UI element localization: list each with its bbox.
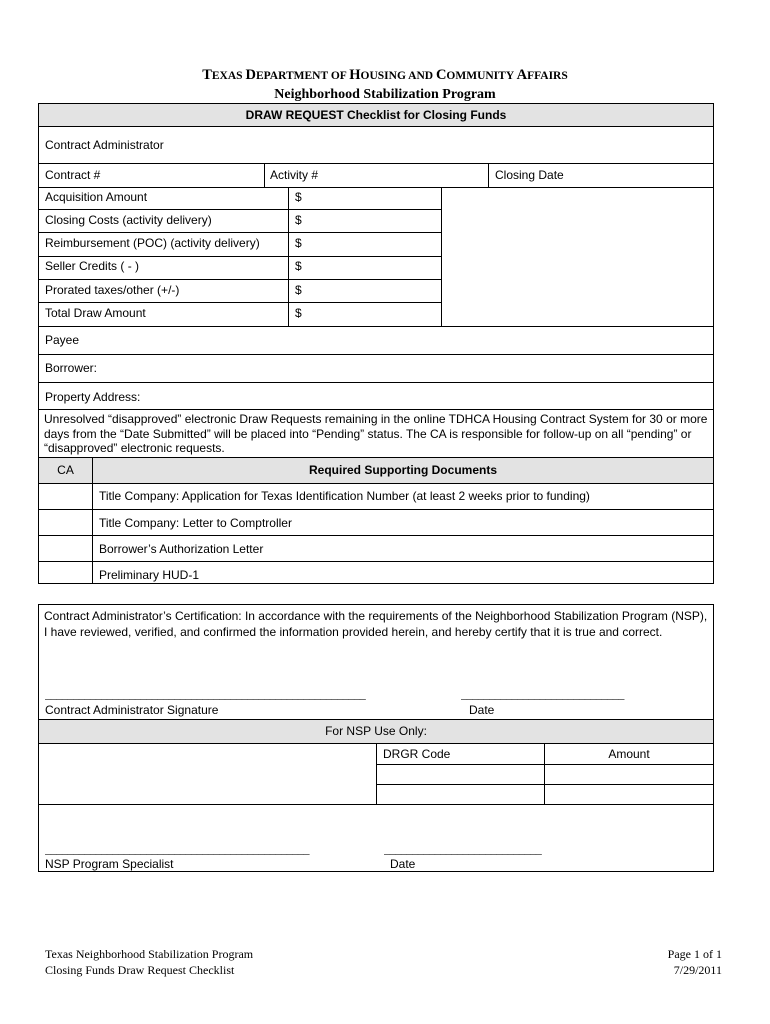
ca-date-line[interactable]: _____________________________ (461, 690, 624, 700)
amount-header: Amount (608, 747, 650, 761)
activity-number-field[interactable]: Activity # (270, 168, 319, 182)
amount-input-1[interactable] (546, 766, 712, 783)
ca-checkbox-4[interactable] (40, 563, 90, 583)
doc-item-borrower-authorization: Borrower’s Authorization Letter (99, 542, 264, 556)
total-draw-label: Total Draw Amount (45, 306, 146, 320)
reimbursement-input[interactable]: $ (295, 236, 302, 250)
closing-costs-label: Closing Costs (activity delivery) (45, 213, 212, 227)
amount-input-2[interactable] (546, 786, 712, 803)
nsp-use-only-header: For NSP Use Only: (325, 724, 427, 738)
agency-title: TEXAS DEPARTMENT OF HOUSING AND COMMUNITY AFFAIRS (202, 67, 568, 83)
contract-administrator-field[interactable]: Contract Administrator (45, 138, 164, 152)
doc-item-comptroller-letter: Title Company: Letter to Comptroller (99, 516, 292, 530)
reimbursement-label: Reimbursement (POC) (activity delivery) (45, 236, 260, 250)
main-form (38, 103, 714, 584)
ca-checkbox-3[interactable] (40, 537, 90, 559)
property-address-field[interactable]: Property Address: (45, 390, 141, 404)
drgr-code-input-2[interactable] (378, 786, 542, 803)
closing-date-field[interactable]: Closing Date (495, 168, 564, 182)
nsp-date-line[interactable]: ____________________________ (384, 845, 542, 855)
drgr-code-header: DRGR Code (383, 747, 451, 761)
form-title: DRAW REQUEST Checklist for Closing Funds (245, 108, 507, 122)
docs-column-header: Required Supporting Documents (308, 463, 497, 477)
nsp-specialist-signature-line[interactable]: _______________________________________________ (45, 845, 310, 855)
total-draw-input[interactable]: $ (295, 306, 302, 320)
ca-signature-line[interactable]: _________________________________________________________ (45, 690, 366, 700)
ca-checkbox-1[interactable] (40, 485, 90, 507)
acquisition-amount-input[interactable]: $ (295, 190, 302, 204)
seller-credits-label: Seller Credits ( - ) (45, 259, 140, 273)
acquisition-amount-label: Acquisition Amount (45, 190, 148, 204)
certification-text: Contract Administrator’s Certification: In accordance with the requirements of the Neighborhood Stabilization Program (NSP), I have reviewed, verified, and confirmed the information provided herein, and hereby certify that it is true and correct. (44, 609, 708, 639)
prorated-taxes-input[interactable]: $ (295, 283, 302, 297)
footer-date: 7/29/2011 (673, 963, 722, 977)
footer-page-number: Page 1 of 1 (667, 947, 722, 961)
ca-column-header: CA (57, 463, 74, 477)
closing-costs-input[interactable]: $ (295, 213, 302, 227)
doc-item-preliminary-hud: Preliminary HUD-1 (99, 568, 200, 582)
doc-item-application: Title Company: Application for Texas Identification Number (at least 2 weeks prior to funding) (99, 489, 590, 503)
drgr-code-input-1[interactable] (378, 766, 542, 783)
footer-checklist: Closing Funds Draw Request Checklist (45, 963, 235, 977)
contract-number-field[interactable]: Contract # (45, 168, 101, 182)
payee-field[interactable]: Payee (45, 333, 80, 347)
seller-credits-input[interactable]: $ (295, 259, 302, 273)
ca-date-label: Date (469, 703, 495, 717)
disapproved-notice: Unresolved “disapproved” electronic Draw Requests remaining in the online TDHCA Housing Contract System for 30 or more days from the “Date Submitted” will be placed into “Pending” status. The CA is responsible for follow-up on all “pending” or “disapproved” electronic requests. (44, 412, 708, 455)
borrower-field[interactable]: Borrower: (45, 361, 98, 375)
prorated-taxes-label: Prorated taxes/other (+/-) (45, 283, 180, 297)
ca-checkbox-2[interactable] (40, 511, 90, 533)
ca-signature-label: Contract Administrator Signature (45, 703, 219, 717)
footer-program: Texas Neighborhood Stabilization Program (45, 947, 254, 961)
program-title: Neighborhood Stabilization Program (274, 87, 496, 102)
nsp-specialist-label: NSP Program Specialist (45, 857, 174, 871)
nsp-date-label: Date (390, 857, 416, 871)
